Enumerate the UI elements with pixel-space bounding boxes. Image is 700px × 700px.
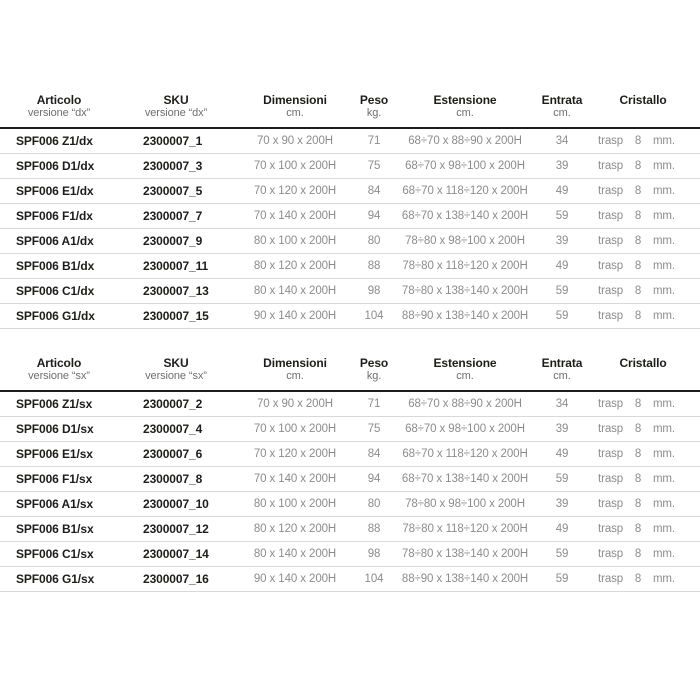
table-row: [0, 279, 700, 304]
sku-cell: 2300007_13: [118, 279, 234, 304]
spec-table-sx: [0, 350, 700, 592]
cristallo-part: 8: [634, 548, 642, 560]
sku-cell: 2300007_5: [118, 179, 234, 204]
cristallo-part: 8: [634, 135, 642, 147]
table-row: [0, 304, 700, 329]
cristallo-part: 8: [634, 185, 642, 197]
entrata-cell: 34: [538, 128, 586, 154]
col-header-articolo: [0, 350, 118, 391]
cristallo-part: mm.: [652, 573, 675, 585]
cristallo-part: 8: [634, 523, 642, 535]
sku-cell: 2300007_8: [118, 467, 234, 492]
cristallo-cell: [586, 154, 700, 179]
dimensioni-cell: 80 x 120 x 200H: [234, 517, 356, 542]
entrata-cell: 34: [538, 391, 586, 417]
peso-cell: 94: [356, 204, 392, 229]
table-row: [0, 128, 700, 154]
table-row: [0, 517, 700, 542]
cristallo-part: mm.: [652, 423, 675, 435]
cristallo-part: trasp: [598, 523, 624, 535]
entrata-cell: 59: [538, 304, 586, 329]
cristallo-part: mm.: [652, 448, 675, 460]
table-row: [0, 254, 700, 279]
entrata-cell: 59: [538, 204, 586, 229]
articolo-cell: SPF006 A1/sx: [0, 492, 118, 517]
peso-cell: 75: [356, 417, 392, 442]
entrata-cell: 49: [538, 254, 586, 279]
cristallo-cell: [586, 391, 700, 417]
estensione-cell: 88÷90 x 138÷140 x 200H: [392, 304, 538, 329]
cristallo-part: 8: [634, 235, 642, 247]
col-header-peso: [356, 350, 392, 391]
estensione-cell: 68÷70 x 118÷120 x 200H: [392, 442, 538, 467]
table-row: [0, 391, 700, 417]
sku-cell: 2300007_4: [118, 417, 234, 442]
dimensioni-cell: 70 x 90 x 200H: [234, 391, 356, 417]
peso-cell: 84: [356, 179, 392, 204]
cristallo-part: trasp: [598, 423, 624, 435]
cristallo-value: [587, 310, 699, 322]
sku-cell: 2300007_7: [118, 204, 234, 229]
col-sublabel: cm.: [553, 370, 571, 382]
cristallo-part: mm.: [652, 160, 675, 172]
cristallo-part: trasp: [598, 210, 624, 222]
cristallo-value: [587, 498, 699, 510]
table-row: [0, 204, 700, 229]
estensione-cell: 78÷80 x 118÷120 x 200H: [392, 517, 538, 542]
articolo-cell: SPF006 G1/dx: [0, 304, 118, 329]
articolo-cell: SPF006 C1/sx: [0, 542, 118, 567]
col-label: Entrata: [541, 93, 583, 107]
cristallo-value: [587, 260, 699, 272]
cristallo-part: trasp: [598, 548, 624, 560]
sku-cell: 2300007_12: [118, 517, 234, 542]
cristallo-value: [587, 423, 699, 435]
cristallo-value: [587, 523, 699, 535]
cristallo-part: trasp: [598, 573, 624, 585]
cristallo-part: mm.: [652, 473, 675, 485]
col-label: Entrata: [541, 356, 583, 370]
articolo-cell: SPF006 Z1/sx: [0, 391, 118, 417]
articolo-cell: SPF006 F1/dx: [0, 204, 118, 229]
peso-cell: 98: [356, 542, 392, 567]
cristallo-value: [587, 135, 699, 147]
estensione-cell: 78÷80 x 98÷100 x 200H: [392, 229, 538, 254]
cristallo-cell: [586, 492, 700, 517]
col-sublabel: cm.: [456, 370, 474, 382]
dimensioni-cell: 80 x 140 x 200H: [234, 542, 356, 567]
col-header-sku: [118, 350, 234, 391]
cristallo-part: 8: [634, 423, 642, 435]
articolo-cell: SPF006 A1/dx: [0, 229, 118, 254]
cristallo-part: 8: [634, 573, 642, 585]
header-row: [0, 350, 700, 391]
cristallo-part: 8: [634, 310, 642, 322]
entrata-cell: 49: [538, 179, 586, 204]
peso-cell: 71: [356, 128, 392, 154]
col-header-dimensioni: [234, 350, 356, 391]
cristallo-part: 8: [634, 210, 642, 222]
entrata-cell: 49: [538, 442, 586, 467]
cristallo-value: [587, 448, 699, 460]
cristallo-part: trasp: [598, 398, 624, 410]
cristallo-part: 8: [634, 448, 642, 460]
col-label: Peso: [359, 356, 389, 370]
table-row: [0, 154, 700, 179]
cristallo-cell: [586, 467, 700, 492]
dimensioni-cell: 70 x 100 x 200H: [234, 417, 356, 442]
col-sublabel: cm.: [553, 107, 571, 119]
cristallo-part: trasp: [598, 310, 624, 322]
col-label: Estensione: [433, 93, 497, 107]
entrata-cell: 39: [538, 229, 586, 254]
col-sublabel: cm.: [456, 107, 474, 119]
col-label: Estensione: [433, 356, 497, 370]
peso-cell: 80: [356, 492, 392, 517]
estensione-cell: 78÷80 x 98÷100 x 200H: [392, 492, 538, 517]
estensione-cell: 68÷70 x 88÷90 x 200H: [392, 391, 538, 417]
sku-cell: 2300007_2: [118, 391, 234, 417]
table-row: [0, 229, 700, 254]
cristallo-cell: [586, 254, 700, 279]
table-row: [0, 492, 700, 517]
cristallo-value: [587, 160, 699, 172]
table-row: [0, 417, 700, 442]
cristallo-value: [587, 473, 699, 485]
cristallo-part: mm.: [652, 185, 675, 197]
articolo-cell: SPF006 G1/sx: [0, 567, 118, 592]
estensione-cell: 78÷80 x 118÷120 x 200H: [392, 254, 538, 279]
header-row: [0, 87, 700, 128]
cristallo-cell: [586, 204, 700, 229]
table-row: [0, 542, 700, 567]
col-header-entrata: [538, 87, 586, 128]
sku-cell: 2300007_15: [118, 304, 234, 329]
articolo-cell: SPF006 E1/dx: [0, 179, 118, 204]
cristallo-part: mm.: [652, 548, 675, 560]
articolo-cell: SPF006 C1/dx: [0, 279, 118, 304]
col-label: Cristallo: [619, 356, 667, 370]
cristallo-cell: [586, 567, 700, 592]
peso-cell: 94: [356, 467, 392, 492]
col-label: SKU: [163, 356, 189, 370]
articolo-cell: SPF006 Z1/dx: [0, 128, 118, 154]
cristallo-part: 8: [634, 473, 642, 485]
cristallo-part: 8: [634, 260, 642, 272]
estensione-cell: 68÷70 x 138÷140 x 200H: [392, 204, 538, 229]
table-row: [0, 442, 700, 467]
col-header-cristallo: [586, 87, 700, 128]
cristallo-part: trasp: [598, 448, 624, 460]
estensione-cell: 78÷80 x 138÷140 x 200H: [392, 542, 538, 567]
entrata-cell: 59: [538, 467, 586, 492]
cristallo-part: 8: [634, 285, 642, 297]
peso-cell: 104: [356, 304, 392, 329]
cristallo-part: trasp: [598, 160, 624, 172]
sku-cell: 2300007_11: [118, 254, 234, 279]
articolo-cell: SPF006 B1/dx: [0, 254, 118, 279]
peso-cell: 80: [356, 229, 392, 254]
cristallo-cell: [586, 128, 700, 154]
dimensioni-cell: 90 x 140 x 200H: [234, 567, 356, 592]
col-header-articolo: [0, 87, 118, 128]
col-header-sku: [118, 87, 234, 128]
entrata-cell: 59: [538, 279, 586, 304]
peso-cell: 98: [356, 279, 392, 304]
col-sublabel: versione “sx”: [145, 370, 207, 382]
peso-cell: 75: [356, 154, 392, 179]
col-label: Articolo: [36, 93, 82, 107]
cristallo-part: mm.: [652, 285, 675, 297]
sku-cell: 2300007_14: [118, 542, 234, 567]
cristallo-cell: [586, 517, 700, 542]
col-header-cristallo: [586, 350, 700, 391]
cristallo-value: [587, 235, 699, 247]
dimensioni-cell: 80 x 140 x 200H: [234, 279, 356, 304]
cristallo-part: 8: [634, 160, 642, 172]
col-label: Peso: [359, 93, 389, 107]
cristallo-part: trasp: [598, 135, 624, 147]
estensione-cell: 68÷70 x 118÷120 x 200H: [392, 179, 538, 204]
dimensioni-cell: 80 x 120 x 200H: [234, 254, 356, 279]
col-sublabel: kg.: [366, 370, 382, 382]
articolo-cell: SPF006 D1/dx: [0, 154, 118, 179]
col-header-estensione: [392, 87, 538, 128]
cristallo-part: mm.: [652, 235, 675, 247]
peso-cell: 88: [356, 254, 392, 279]
cristallo-part: mm.: [652, 210, 675, 222]
spec-table-dx: [0, 87, 700, 329]
dimensioni-cell: 70 x 120 x 200H: [234, 442, 356, 467]
peso-cell: 84: [356, 442, 392, 467]
col-label: Articolo: [36, 356, 82, 370]
col-label: Dimensioni: [263, 93, 327, 107]
cristallo-cell: [586, 442, 700, 467]
table-row: [0, 467, 700, 492]
col-header-entrata: [538, 350, 586, 391]
cristallo-part: mm.: [652, 260, 675, 272]
sku-cell: 2300007_1: [118, 128, 234, 154]
sku-cell: 2300007_16: [118, 567, 234, 592]
dimensioni-cell: 90 x 140 x 200H: [234, 304, 356, 329]
articolo-cell: SPF006 E1/sx: [0, 442, 118, 467]
col-sublabel: versione “dx”: [144, 107, 208, 119]
cristallo-part: mm.: [652, 398, 675, 410]
peso-cell: 71: [356, 391, 392, 417]
cristallo-value: [587, 185, 699, 197]
sku-cell: 2300007_9: [118, 229, 234, 254]
dimensioni-cell: 70 x 140 x 200H: [234, 467, 356, 492]
cristallo-part: trasp: [598, 260, 624, 272]
estensione-cell: 68÷70 x 98÷100 x 200H: [392, 417, 538, 442]
dimensioni-cell: 70 x 140 x 200H: [234, 204, 356, 229]
estensione-cell: 68÷70 x 138÷140 x 200H: [392, 467, 538, 492]
cristallo-part: mm.: [652, 135, 675, 147]
cristallo-part: trasp: [598, 185, 624, 197]
sku-cell: 2300007_3: [118, 154, 234, 179]
cristallo-value: [587, 548, 699, 560]
col-header-estensione: [392, 350, 538, 391]
col-sublabel: kg.: [366, 107, 382, 119]
cristallo-cell: [586, 279, 700, 304]
cristallo-value: [587, 573, 699, 585]
cristallo-cell: [586, 304, 700, 329]
cristallo-part: mm.: [652, 498, 675, 510]
col-sublabel: versione “dx”: [27, 107, 91, 119]
cristallo-part: trasp: [598, 285, 624, 297]
entrata-cell: 59: [538, 542, 586, 567]
dimensioni-cell: 70 x 100 x 200H: [234, 154, 356, 179]
articolo-cell: SPF006 F1/sx: [0, 467, 118, 492]
entrata-cell: 39: [538, 154, 586, 179]
cristallo-part: 8: [634, 498, 642, 510]
dimensioni-cell: 70 x 90 x 200H: [234, 128, 356, 154]
col-sublabel: versione “sx”: [28, 370, 90, 382]
entrata-cell: 39: [538, 417, 586, 442]
entrata-cell: 49: [538, 517, 586, 542]
estensione-cell: 78÷80 x 138÷140 x 200H: [392, 279, 538, 304]
col-header-peso: [356, 87, 392, 128]
col-sublabel: cm.: [286, 370, 304, 382]
estensione-cell: 88÷90 x 138÷140 x 200H: [392, 567, 538, 592]
cristallo-part: 8: [634, 398, 642, 410]
articolo-cell: SPF006 D1/sx: [0, 417, 118, 442]
articolo-cell: SPF006 B1/sx: [0, 517, 118, 542]
cristallo-cell: [586, 229, 700, 254]
entrata-cell: 59: [538, 567, 586, 592]
cristallo-part: mm.: [652, 523, 675, 535]
entrata-cell: 39: [538, 492, 586, 517]
peso-cell: 104: [356, 567, 392, 592]
col-label: Dimensioni: [263, 356, 327, 370]
dimensioni-cell: 80 x 100 x 200H: [234, 229, 356, 254]
cristallo-part: trasp: [598, 235, 624, 247]
cristallo-part: mm.: [652, 310, 675, 322]
cristallo-cell: [586, 417, 700, 442]
cristallo-value: [587, 210, 699, 222]
cristallo-cell: [586, 542, 700, 567]
peso-cell: 88: [356, 517, 392, 542]
col-sublabel: cm.: [286, 107, 304, 119]
cristallo-value: [587, 285, 699, 297]
estensione-cell: 68÷70 x 98÷100 x 200H: [392, 154, 538, 179]
table-body-dx: [0, 128, 700, 329]
cristallo-part: trasp: [598, 498, 624, 510]
col-label: SKU: [163, 93, 189, 107]
cristallo-value: [587, 398, 699, 410]
table-row: [0, 567, 700, 592]
table-row: [0, 179, 700, 204]
cristallo-part: trasp: [598, 473, 624, 485]
sku-cell: 2300007_10: [118, 492, 234, 517]
col-header-dimensioni: [234, 87, 356, 128]
table-body-sx: [0, 391, 700, 592]
estensione-cell: 68÷70 x 88÷90 x 200H: [392, 128, 538, 154]
dimensioni-cell: 80 x 100 x 200H: [234, 492, 356, 517]
cristallo-cell: [586, 179, 700, 204]
sku-cell: 2300007_6: [118, 442, 234, 467]
col-label: Cristallo: [619, 93, 667, 107]
dimensioni-cell: 70 x 120 x 200H: [234, 179, 356, 204]
